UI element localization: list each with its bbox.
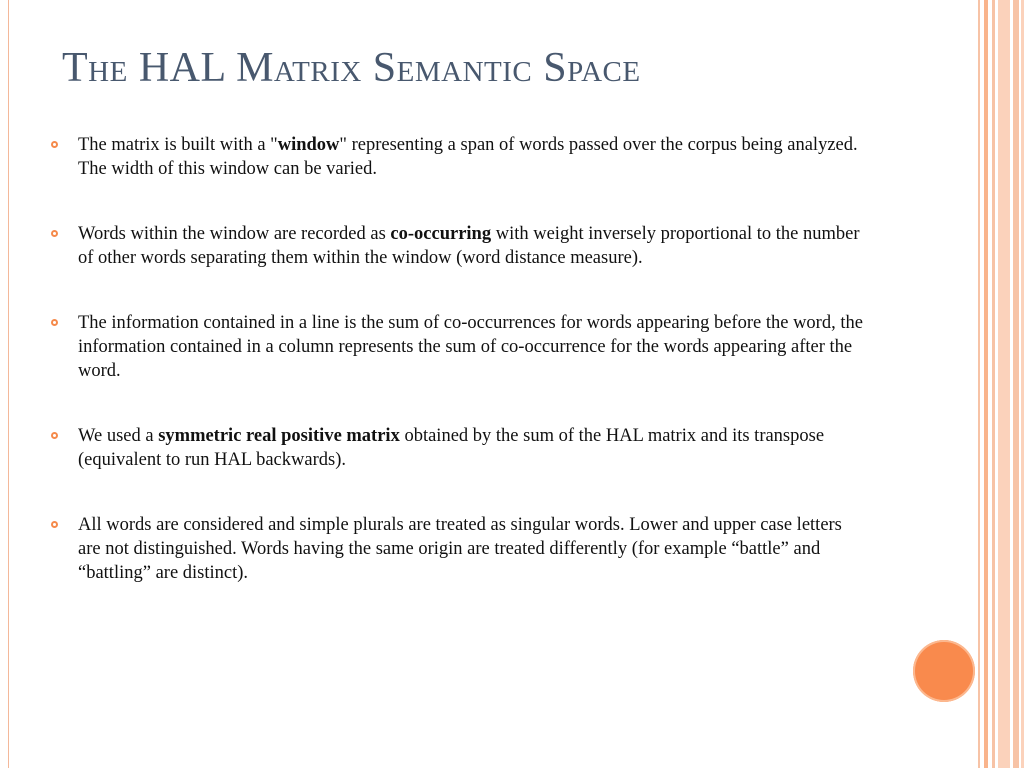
bullet-item bbox=[48, 222, 868, 270]
right-stripe bbox=[984, 0, 988, 768]
bullet-text: Words within the window are recorded as bbox=[78, 224, 391, 244]
bullet-list bbox=[48, 133, 868, 626]
bullet-emphasis: symmetric real positive matrix bbox=[158, 426, 400, 446]
bullet-marker-icon bbox=[51, 141, 58, 148]
bullet-text: The matrix is built with a " bbox=[78, 135, 278, 155]
bullet-text: obtained by the sum of the HAL matrix and its transpose (equivalent to run HAL backwards). bbox=[78, 426, 825, 470]
bullet-text: We used a bbox=[78, 426, 159, 446]
slide-title: The HAL Matrix Semantic Space bbox=[62, 45, 641, 91]
bullet-item bbox=[48, 311, 868, 383]
bullet-item bbox=[48, 513, 868, 585]
bullet-marker-icon bbox=[51, 230, 58, 237]
bullet-text: " representing a span of words passed over the corpus being analyzed. The width of this window can be varied. bbox=[78, 135, 858, 179]
bullet-text: with weight inversely proportional to the number of other words separating them within the window (word distance measure). bbox=[78, 224, 860, 268]
right-stripe bbox=[978, 0, 980, 768]
bullet-emphasis: co-occurring bbox=[390, 224, 492, 244]
bullet-text: All words are considered and simple plurals are treated as singular words. Lower and upper case letters are not distinguished. Words having the same origin are treated differently (for example “battle” and “battling” are distinct). bbox=[78, 515, 842, 583]
bullet-text: The information contained in a line is the sum of co-occurrences for words appearing before the word, the information contained in a column represents the sum of co-occurrence for the words appearing after the word. bbox=[78, 313, 863, 381]
right-stripe bbox=[992, 0, 995, 768]
bullet-marker-icon bbox=[51, 521, 58, 528]
bullet-marker-icon bbox=[51, 432, 58, 439]
left-border-line bbox=[8, 0, 9, 768]
decorative-circle bbox=[913, 640, 975, 702]
right-stripe bbox=[1013, 0, 1019, 768]
bullet-item bbox=[48, 424, 868, 472]
bullet-emphasis: window bbox=[277, 135, 340, 155]
bullet-item bbox=[48, 133, 868, 181]
right-stripe bbox=[998, 0, 1010, 768]
bullet-marker-icon bbox=[51, 319, 58, 326]
